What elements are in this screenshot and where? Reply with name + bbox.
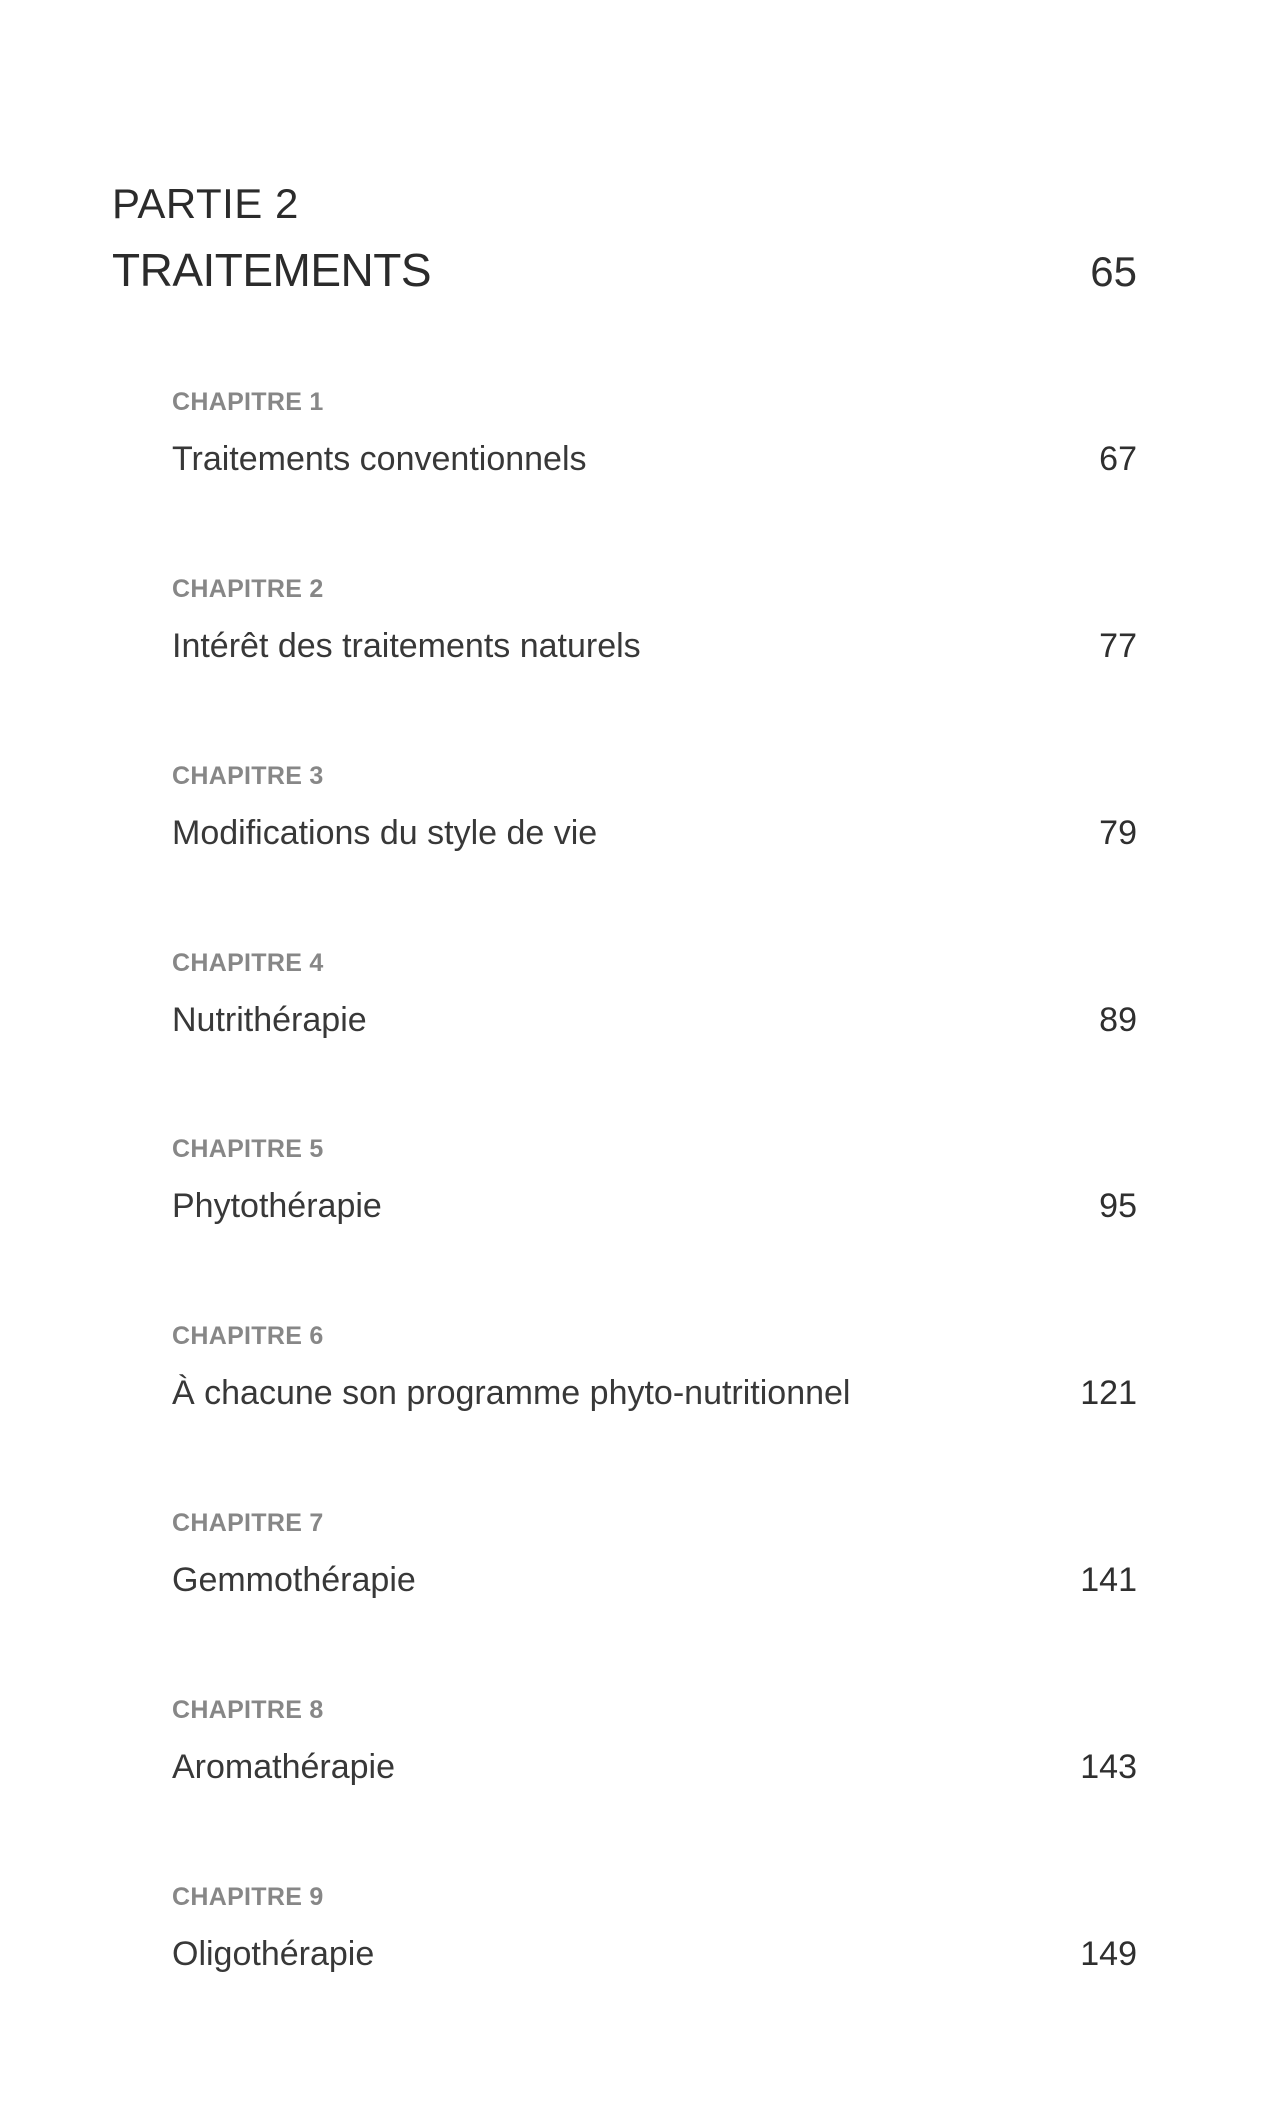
toc-entry (172, 1882, 1137, 1975)
chapter-page-number: 79 (1099, 813, 1137, 852)
chapter-title: À chacune son programme phyto-nutritionnel (172, 1374, 851, 1413)
chapter-title: Gemmothérapie (172, 1560, 416, 1599)
chapter-page-number: 67 (1099, 440, 1137, 479)
chapter-title: Phytothérapie (172, 1187, 382, 1226)
toc-entry (172, 1321, 1137, 1414)
chapter-title: Traitements conventionnels (172, 440, 587, 479)
chapter-page-number: 77 (1099, 626, 1137, 665)
toc-entry-row[interactable] (172, 1373, 1137, 1414)
toc-entry-row[interactable] (172, 1186, 1137, 1227)
toc-entry (172, 1508, 1137, 1601)
chapter-label: CHAPITRE 4 (172, 948, 324, 977)
chapter-title: Modifications du style de vie (172, 813, 598, 852)
chapter-label: CHAPITRE 9 (172, 1882, 324, 1911)
toc-entry-row[interactable] (172, 813, 1137, 854)
part-page-number: 65 (1090, 248, 1137, 296)
toc-entry-row[interactable] (172, 1560, 1137, 1601)
toc-entry-row[interactable] (172, 1747, 1137, 1788)
part-title: TRAITEMENTS (112, 244, 432, 297)
part-label: PARTIE 2 (112, 180, 299, 227)
toc-entry-row[interactable] (172, 439, 1137, 480)
table-of-contents (172, 387, 1137, 1974)
part-row[interactable] (112, 244, 1137, 297)
chapter-title: Oligothérapie (172, 1934, 375, 1973)
chapter-label: CHAPITRE 3 (172, 761, 324, 790)
chapter-label: CHAPITRE 8 (172, 1695, 324, 1724)
chapter-page-number: 141 (1080, 1560, 1137, 1599)
chapter-label: CHAPITRE 5 (172, 1135, 324, 1164)
chapter-title: Nutrithérapie (172, 1000, 367, 1039)
chapter-label: CHAPITRE 2 (172, 574, 324, 603)
chapter-title: Intérêt des traitements naturels (172, 626, 641, 665)
toc-entry-row[interactable] (172, 1000, 1137, 1041)
toc-entry (172, 1134, 1137, 1227)
chapter-page-number: 143 (1080, 1747, 1137, 1786)
toc-entry-row[interactable] (172, 1934, 1137, 1975)
toc-entry (172, 761, 1137, 854)
toc-entry (172, 387, 1137, 480)
toc-entry (172, 574, 1137, 667)
chapter-page-number: 95 (1099, 1187, 1137, 1226)
chapter-label: CHAPITRE 1 (172, 388, 324, 417)
toc-entry (172, 1695, 1137, 1788)
chapter-page-number: 89 (1099, 1000, 1137, 1039)
toc-entry (172, 948, 1137, 1041)
chapter-page-number: 149 (1080, 1934, 1137, 1973)
toc-entry-row[interactable] (172, 626, 1137, 667)
chapter-title: Aromathérapie (172, 1747, 396, 1786)
chapter-label: CHAPITRE 6 (172, 1322, 324, 1351)
chapter-page-number: 121 (1080, 1374, 1137, 1413)
chapter-label: CHAPITRE 7 (172, 1508, 324, 1537)
part-header (112, 180, 1137, 297)
